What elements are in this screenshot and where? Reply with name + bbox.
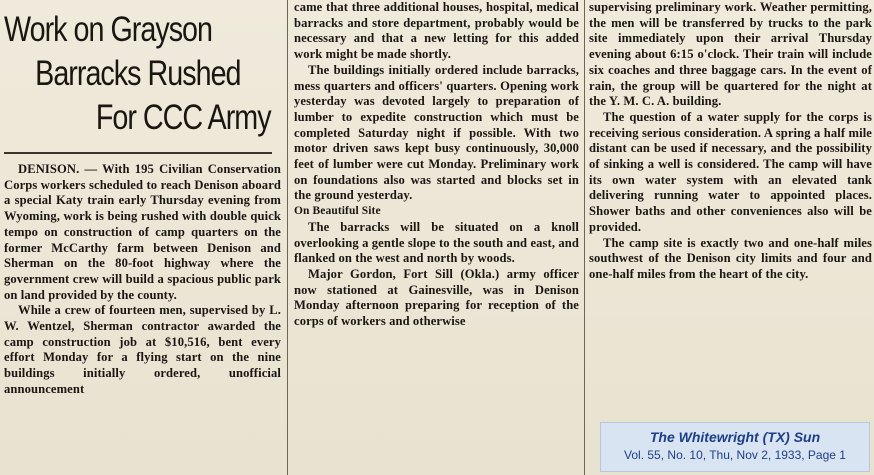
paragraph: The question of a water supply for the corps is receiving serious consideration. A spring a half mile distant can be used if necessary, and the possibility of sinking a well is considered. The camp will have its own water system with an elevated tank delivering running water to appointed places. Shower baths and other conveniences also will be provided. — [589, 109, 872, 234]
source-citation: Vol. 55, No. 10, Thu, Nov 2, 1933, Page 1 — [624, 448, 846, 462]
paragraph: DENISON. — With 195 Civilian Conservation Corps workers scheduled to reach Denison aboard a special Katy train early Thursday evening from Wyoming, work is being rushed with double quick tempo on construction of camp quarters on the former McCarthy farm between Denison and Sherman on the 80-foot highway where the government crew will build a spacious public park on land provided by the county. — [4, 162, 281, 302]
paragraph: came that three additional houses, hospital, medical barracks and store department, probably would be necessary and that a new letting for this added work might be made shortly. — [294, 0, 579, 62]
column-3 — [589, 0, 872, 475]
column-1 — [4, 0, 281, 475]
column-rule — [584, 0, 585, 475]
paragraph: Major Gordon, Fort Sill (Okla.) army officer now stationed at Gainesville, was in Denison Monday afternoon preparing for reception of the corps of workers and otherwise — [294, 266, 579, 329]
paragraph: The camp site is exactly two and one-half miles southwest of the Denison city limits and four and one-half miles from the heart of the city. — [589, 235, 872, 281]
headline — [4, 8, 275, 140]
column-rule — [287, 0, 288, 475]
headline-line-2: Barracks Rushed — [35, 54, 241, 93]
paragraph: supervising preliminary work. Weather permitting, the men will be transferred by trucks to the park site immediately upon their arrival Thursday evening about 6:15 o'clock. Their train will include six coaches and three baggage cars. In the event of rain, the group will be quartered for the night at the Y. M. C. A. building. — [589, 0, 872, 109]
headline-divider — [4, 152, 272, 154]
source-caption — [600, 422, 870, 472]
paragraph: The barracks will be situated on a knoll overlooking a gentle slope to the south and east, and flanked on the west and north by woods. — [294, 219, 579, 266]
headline-line-1: Work on Grayson — [4, 10, 213, 49]
source-title: The Whitewright (TX) Sun — [649, 429, 821, 445]
column-2 — [294, 0, 579, 475]
headline-line-3: For CCC Army — [95, 98, 271, 137]
paragraph: The buildings initially ordered include barracks, mess quarters and officers' quarters. Opening work yesterday was devoted largely to preparation of lumber to expedite construction which must be completed Saturday night if possible. With two motor driven saws kept busy continuously, 30,000 feet of lumber were cut Monday. Preliminary work on foundations also was started and blocks set in the ground yesterday. — [294, 62, 579, 203]
subheading: On Beautiful Site — [294, 205, 381, 218]
paragraph: While a crew of fourteen men, supervised by L. W. Wentzel, Sherman contractor awarded the camp construction job at $10,516, bent every effort Monday for a flying start on the nine buildings initially ordered, unofficial announcement — [4, 303, 281, 396]
